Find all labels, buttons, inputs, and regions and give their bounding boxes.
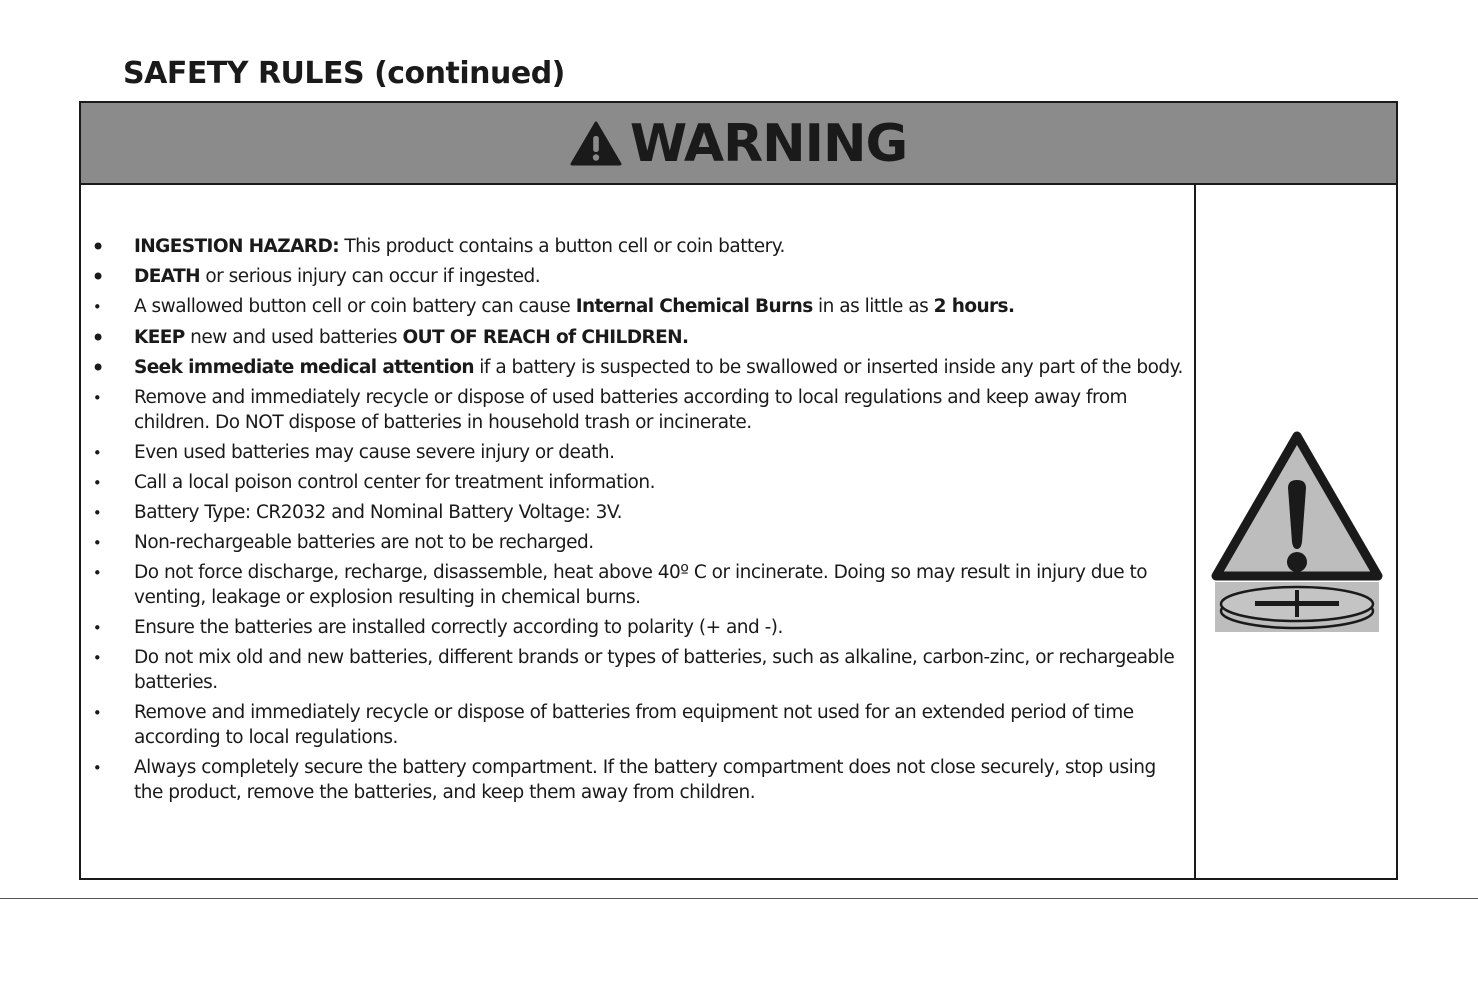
- warning-box: [79, 101, 1398, 880]
- bullet: •: [92, 504, 102, 523]
- warning-triangle-icon: [570, 121, 622, 167]
- bullet: •: [92, 564, 102, 583]
- bullet: •: [91, 353, 105, 382]
- bullet: •: [92, 388, 102, 407]
- bullet: •: [91, 323, 105, 352]
- battery-hazard-panel: [1196, 185, 1396, 878]
- list-item: [91, 353, 1186, 382]
- list-item: [91, 295, 1186, 320]
- bullet: •: [92, 473, 102, 492]
- list-item: [91, 441, 1186, 466]
- item-text: Do not mix old and new batteries, different brands or types of batteries, such as alkaline, carbon-zinc, or rechargeable batteries.: [134, 647, 1175, 694]
- item-text: Always completely secure the battery compartment. If the battery compartment does not close securely, stop using the product, remove the batteries, and keep them away from children.: [134, 757, 1156, 803]
- warning-content: [81, 185, 1196, 878]
- item-text: Call a local poison control center for treatment information.: [134, 471, 655, 493]
- bottom-divider: [0, 898, 1478, 899]
- item-text: if a battery is suspected to be swallowed or inserted inside any part of the body.: [473, 356, 1183, 378]
- list-item: [91, 531, 1186, 556]
- list-item: [91, 265, 1186, 290]
- warning-header-content: [570, 114, 907, 174]
- item-text: in as little as: [812, 296, 934, 318]
- list-item: [91, 471, 1186, 496]
- list-item: [91, 386, 1186, 435]
- item-text: Even used batteries may cause severe injury or death.: [134, 441, 615, 463]
- item-bold-text: INGESTION HAZARD:: [134, 236, 339, 257]
- item-text: new and used batteries: [184, 326, 403, 348]
- bullet: •: [92, 704, 102, 723]
- page-title: SAFETY RULES (continued): [123, 56, 565, 91]
- safety-list: [91, 235, 1186, 811]
- item-text: Remove and immediately recycle or dispose of used batteries according to local regulations and keep away from children. Do NOT dispose of batteries in household trash or incinerate.: [134, 386, 1128, 433]
- list-item: [91, 561, 1186, 610]
- bullet: •: [92, 534, 102, 553]
- list-item: [91, 701, 1186, 750]
- warning-header: [81, 103, 1396, 185]
- list-item: [91, 646, 1186, 695]
- item-text: Ensure the batteries are installed correctly according to polarity (+ and -).: [134, 617, 783, 639]
- item-text: This product contains a button cell or coin battery.: [339, 236, 785, 257]
- item-text: or serious injury can occur if ingested.: [199, 266, 541, 288]
- bullet: •: [91, 233, 105, 261]
- bullet: •: [92, 298, 102, 317]
- item-text: Remove and immediately recycle or dispose of batteries from equipment not used for an extended period of time according to local regulations.: [134, 702, 1134, 748]
- item-bold-text: Internal Chemical Burns: [575, 296, 813, 318]
- item-bold-text: OUT OF REACH of CHILDREN.: [402, 326, 689, 348]
- item-bold-text: KEEP: [134, 326, 185, 348]
- item-bold-text: DEATH: [134, 266, 200, 288]
- item-bold-text: 2 hours.: [933, 296, 1015, 318]
- warning-label: WARNING: [629, 114, 908, 174]
- item-text: A swallowed button cell or coin battery can cause: [134, 296, 576, 318]
- bullet: •: [92, 759, 102, 777]
- bullet: •: [92, 649, 102, 668]
- item-bold-text: Seek immediate medical attention: [134, 356, 474, 378]
- list-item: [91, 616, 1186, 641]
- item-text: Non-rechargeable batteries are not to be recharged.: [134, 532, 594, 554]
- list-item: [91, 235, 1186, 260]
- list-item: [91, 756, 1186, 805]
- list-item: [91, 501, 1186, 526]
- battery-hazard-icon: [1209, 430, 1385, 636]
- bullet: •: [92, 619, 102, 638]
- bullet: •: [91, 263, 105, 292]
- bullet: •: [92, 443, 102, 462]
- list-item: [91, 323, 1186, 352]
- item-text: Battery Type: CR2032 and Nominal Battery Voltage: 3V.: [134, 502, 623, 524]
- item-text: Do not force discharge, recharge, disassemble, heat above 40º C or incinerate. Doing so may result in injury due to venting, leakage or explosion resulting in chemical burns.: [134, 562, 1148, 609]
